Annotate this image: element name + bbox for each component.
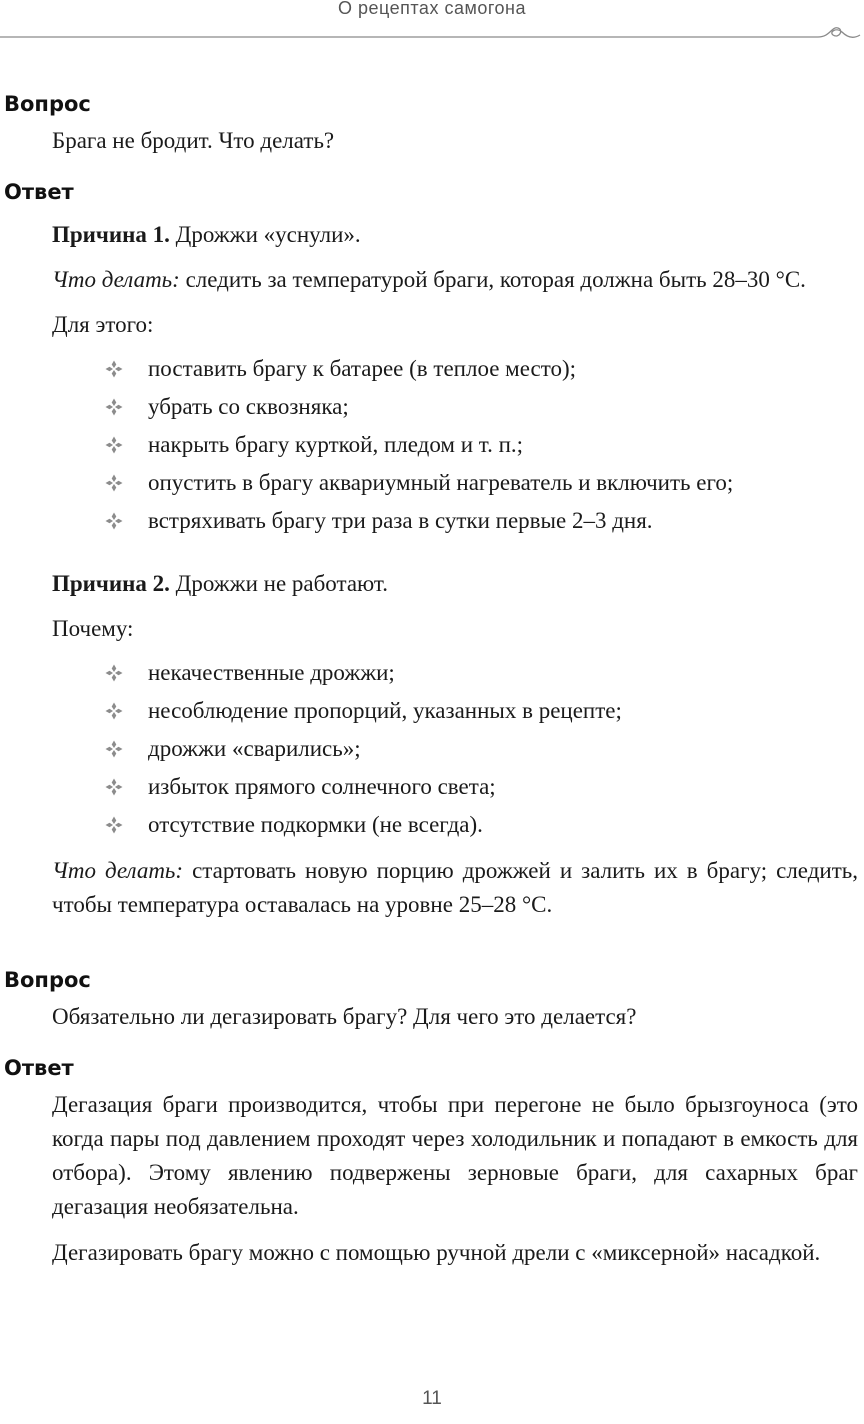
header-rule	[0, 20, 864, 46]
cause-1-action-text: следить за температурой браги, которая должна быть 28–30 °C.	[185, 267, 806, 292]
answer-paragraph: Дегазация браги производится, чтобы при перегоне не было брызгоуноса (это когда пары под давлением проходят через холодильник и попадают в емкость для отбора). Этому явлению подвержены зерновые браги, для сахарных браг дегазация необязательна.	[52, 1092, 858, 1219]
list-item: поставить брагу к батарее (в теплое место);	[100, 350, 864, 388]
list-item: накрыть брагу курткой, пледом и т. п.;	[100, 426, 864, 464]
list-item: отсутствие подкормки (не всегда).	[100, 806, 864, 844]
diamond-cluster-icon	[100, 388, 128, 426]
diamond-cluster-icon	[100, 730, 128, 768]
list-item: встряхивать брагу три раза в сутки первые 2–3 дня.	[100, 502, 864, 540]
diamond-cluster-icon	[100, 692, 128, 730]
answer-label: Ответ	[4, 1056, 74, 1080]
cause-2	[0, 567, 864, 601]
list-item: некачественные дрожжи;	[100, 654, 864, 692]
cause-1-intro: Для этого:	[52, 312, 154, 337]
running-header	[0, 0, 864, 60]
diamond-cluster-icon	[100, 464, 128, 502]
diamond-cluster-icon	[100, 654, 128, 692]
cause-2-action-label: Что делать:	[52, 858, 184, 883]
list-item: избыток прямого солнечного света;	[100, 768, 864, 806]
cause-1-text: Дрожжи «уснули».	[175, 222, 361, 247]
cause-1	[0, 218, 864, 252]
question-label: Вопрос	[4, 92, 91, 116]
cause-2-action-text: стартовать новую порцию дрожжей и залить их в брагу; следить, чтобы температура оставалась на уровне 25–28 °C.	[52, 858, 859, 917]
cause-1-title: Причина 1.	[52, 222, 170, 247]
cause-2-action	[0, 854, 864, 922]
list-item: убрать со сквозняка;	[100, 388, 864, 426]
swirl-ornament-icon	[818, 28, 860, 38]
answer-paragraph: Дегазировать брагу можно с помощью ручной дрели с «миксерной» насадкой.	[52, 1240, 821, 1265]
running-title: О рецептах самогона	[338, 0, 526, 18]
question-label: Вопрос	[4, 968, 91, 992]
diamond-cluster-icon	[100, 806, 128, 844]
diamond-cluster-icon	[100, 502, 128, 540]
cause-1-list	[0, 350, 864, 540]
cause-2-list	[0, 654, 864, 844]
cause-2-intro: Почему:	[52, 616, 134, 641]
page-number: 11	[422, 1388, 442, 1409]
cause-1-action	[0, 263, 864, 297]
list-item: несоблюдение пропорций, указанных в рецепте;	[100, 692, 864, 730]
page-content	[0, 90, 864, 1270]
cause-1-action-label: Что делать:	[52, 267, 180, 292]
answer-label: Ответ	[4, 180, 74, 204]
diamond-cluster-icon	[100, 768, 128, 806]
diamond-cluster-icon	[100, 426, 128, 464]
question-text: Брага не бродит. Что делать?	[52, 128, 335, 153]
list-item: опустить в брагу аквариумный нагреватель и включить его;	[100, 464, 864, 502]
list-item: дрожжи «сварились»;	[100, 730, 864, 768]
cause-2-title: Причина 2.	[52, 571, 170, 596]
cause-2-text: Дрожжи не работают.	[175, 571, 388, 596]
diamond-cluster-icon	[100, 350, 128, 388]
question-text: Обязательно ли дегазировать брагу? Для чего это делается?	[52, 1004, 637, 1029]
